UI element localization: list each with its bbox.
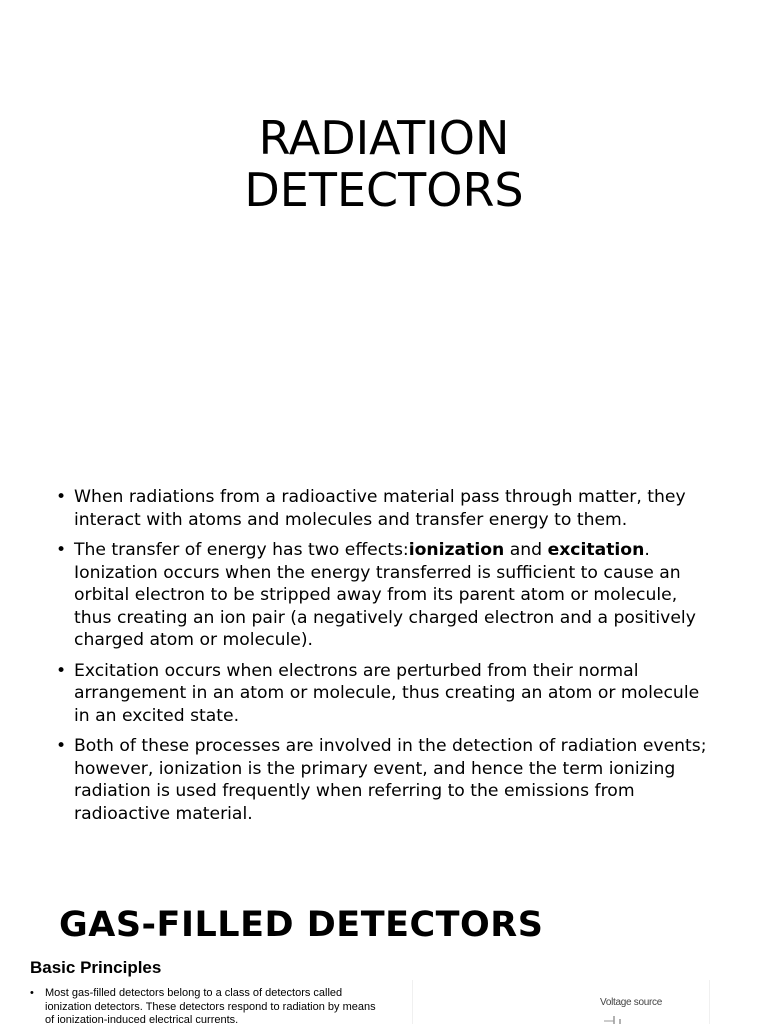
bullet-bold-ionization: ionization bbox=[408, 540, 505, 560]
bullet-dot: • bbox=[56, 660, 67, 681]
bullet-dot: • bbox=[56, 736, 67, 756]
bullet-bold-excitation: excitation bbox=[547, 540, 645, 560]
bullet-text: When radiations from a radioactive material pass through matter, they interact with atoms and molecules and transfer energy to them. bbox=[74, 487, 686, 530]
voltage-source-symbol bbox=[600, 1012, 660, 1024]
bullet-item bbox=[56, 660, 716, 728]
bullet-text-post: . Ionization occurs when the energy transferred is sufficient to cause an orbital electron to be stripped away from its parent atom or molecule, thus creating an ion pair (a negatively charged electron and a positively charged atom or molecule). bbox=[74, 540, 696, 650]
bullet-text-pre: The transfer of energy has two effects: bbox=[74, 540, 409, 560]
bullet-item bbox=[56, 486, 716, 531]
bullet-list bbox=[56, 486, 716, 833]
figure-frame bbox=[412, 980, 710, 1024]
bullet-dot: • bbox=[30, 987, 34, 999]
bullet-dot: • bbox=[56, 487, 67, 507]
bullet-item bbox=[56, 735, 716, 825]
bullet-item bbox=[56, 539, 716, 652]
title-line-1: RADIATION bbox=[258, 111, 510, 165]
section-title: GAS-FILLED DETECTORS bbox=[59, 905, 544, 945]
small-bullet-item bbox=[30, 987, 380, 1024]
bullet-dot: • bbox=[56, 540, 67, 560]
figure-label: Voltage source bbox=[600, 997, 662, 1008]
bullet-text: Excitation occurs when electrons are perturbed from their normal arrangement in an atom or molecule, thus creating an atom or molecule in an excited state. bbox=[74, 660, 700, 726]
small-bullet-list bbox=[30, 987, 380, 1024]
bullet-text-mid: and bbox=[504, 540, 548, 560]
small-bullet-text: Most gas-filled detectors belong to a class of detectors called ionization detectors. These detectors respond to radiation by means of ionization-induced electrical currents. bbox=[45, 987, 376, 1024]
title-line-2: DETECTORS bbox=[244, 163, 524, 217]
bullet-text: Both of these processes are involved in the detection of radiation events; however, ionization is the primary event, and hence the term ionizing radiation is used frequently when referring to the emissions from radioactive material. bbox=[74, 736, 707, 824]
slide-title bbox=[0, 112, 768, 216]
subheading: Basic Principles bbox=[30, 958, 162, 977]
